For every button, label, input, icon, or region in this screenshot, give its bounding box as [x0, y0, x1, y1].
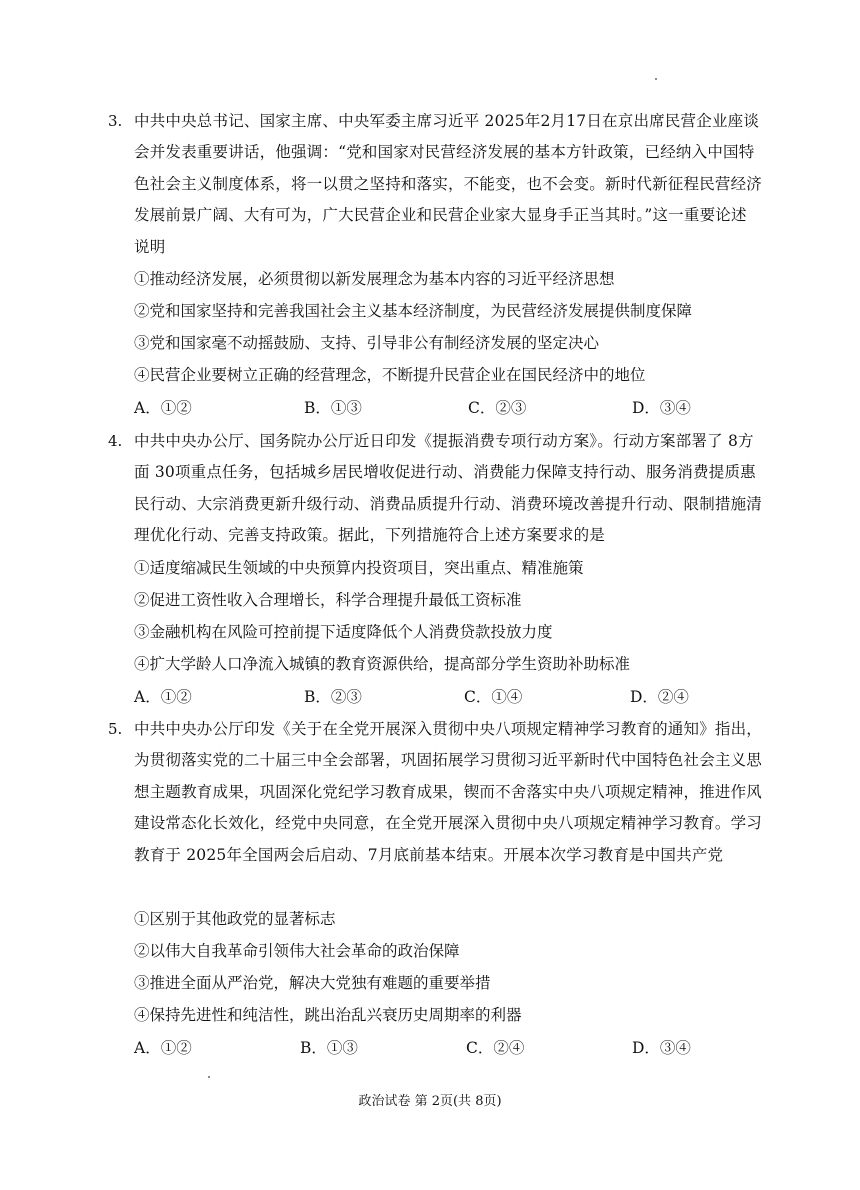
statement-2: ②促进工资性收入合理增长，科学合理提升最低工资标准	[134, 591, 522, 609]
statement-4: ④扩大学龄人口净流入城镇的教育资源供给，提高部分学生资助补助标准	[134, 655, 631, 673]
page-footer: 政治试卷 第 2页(共 8页)	[358, 1094, 502, 1109]
choice-b[interactable]: B．①③	[300, 1039, 358, 1057]
question-stem: 中共中央办公厅印发《关于在全党开展深入贯彻中央八项规定精神学习教育的通知》指出，为贯彻落实党的二十届三中全会部署，巩固拓展学习贯彻习近平新时代中国特色社会主义思想主题教育成果，巩固深化党纪学习教育成果，锲而不舍落实中央八项规定精神，推进作风建设常态化长效化，经党中央同意，在全党开展深入贯彻中央八项规定精神学习教育。学习教育于 2025年全国两会后启动、7月底前基本结束。开展本次学习教育是中国共产党	[134, 720, 763, 864]
question-stem: 中共中央办公厅、国务院办公厅近日印发《提振消费专项行动方案》。行动方案部署了 8方面 30项重点任务，包括城乡居民增收促进行动、消费能力保障支持行动、服务消费提质惠民行动、大宗消费更新升级行动、消费品质提升行动、消费环境改善提升行动、限制措施清理优化行动、完善支持政策。据此，下列措施符合上述方案要求的是	[134, 432, 763, 545]
choice-c[interactable]: C．①④	[464, 688, 523, 706]
choice-d[interactable]: D．②④	[630, 688, 689, 706]
scan-speck	[655, 78, 657, 80]
choice-b[interactable]: B．①③	[304, 399, 362, 417]
statement-3: ③金融机构在风险可控前提下适度降低个人消费贷款投放力度	[134, 623, 553, 641]
scan-speck	[208, 1076, 210, 1078]
statement-1: ①区别于其他政党的显著标志	[134, 910, 336, 928]
answer-choices	[134, 682, 762, 713]
choice-d[interactable]: D．③④	[632, 1039, 691, 1057]
choice-a[interactable]: A．①②	[134, 399, 192, 417]
choice-d[interactable]: D．③④	[632, 399, 691, 417]
question-stem: 中共中央总书记、国家主席、中央军委主席习近平 2025年2月17日在京出席民营企业座谈会并发表重要讲话，他强调：“党和国家对民营经济发展的基本方针政策，已经纳入中国特色社会主义制度体系，将一以贯之坚持和落实，不能变，也不会变。新时代新征程民营经济发展前景广阔、大有可为，广大民营企业和民营企业家大显身手正当其时。”这一重要论述说明	[134, 112, 763, 256]
statement-4: ④民营企业要树立正确的经营理念，不断提升民营企业在国民经济中的地位	[134, 366, 646, 384]
statement-4: ④保持先进性和纯洁性，跳出治乱兴衰历史周期率的利器	[134, 1006, 522, 1024]
statement-2: ②党和国家坚持和完善我国社会主义基本经济制度，为民营经济发展提供制度保障	[134, 302, 693, 320]
statement-2: ②以伟大自我革命引领伟大社会革命的政治保障	[134, 942, 460, 960]
choice-a[interactable]: A．①②	[134, 1039, 192, 1057]
statement-1: ①推动经济发展，必须贯彻以新发展理念为基本内容的习近平经济思想	[134, 270, 615, 288]
answer-choices	[134, 393, 762, 424]
choice-c[interactable]: C．②④	[466, 1039, 525, 1057]
question-number: 3.	[108, 112, 123, 130]
choice-c[interactable]: C．②③	[468, 399, 527, 417]
question-number: 5.	[108, 720, 123, 738]
question-number: 4.	[108, 432, 123, 450]
choice-a[interactable]: A．①②	[134, 688, 192, 706]
answer-choices	[134, 1033, 762, 1064]
statement-1: ①适度缩减民生领域的中央预算内投资项目，突出重点、精准施策	[134, 559, 584, 577]
choice-b[interactable]: B．②③	[304, 688, 362, 706]
statement-3: ③推进全面从严治党，解决大党独有难题的重要举措	[134, 974, 491, 992]
statement-3: ③党和国家毫不动摇鼓励、支持、引导非公有制经济发展的坚定决心	[134, 334, 600, 352]
